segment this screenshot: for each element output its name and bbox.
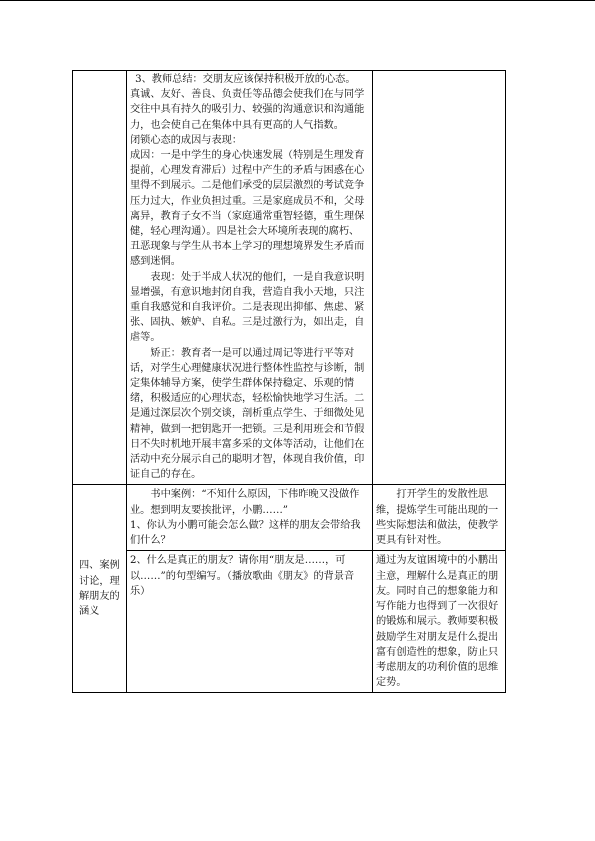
symptoms-paragraph: 表现：处于半成人状况的他们，一是自我意识明显增强，有意识地封闭自我，营造自我小天地，只注重自我感觉和自我评价。二是表现出抑郁、焦虑、紧张、固执、嫉妒、自私。三是过激行为，如出走，自虐等。	[130, 271, 365, 344]
intent-cell	[373, 551, 506, 693]
stage-cell-case-discussion: 四、案例讨论，理解朋友的涵义	[73, 485, 127, 693]
lesson-plan-table	[72, 70, 506, 693]
case-quote-paragraph: 书中案例：“不知什么原因，下伟昨晚又没做作业。想到明友要挨批评，小鹏……”	[130, 489, 360, 516]
intent-cell	[373, 485, 506, 551]
intent-cell	[373, 71, 506, 485]
content-cell	[127, 71, 373, 485]
stage-cell	[73, 71, 127, 485]
teacher-summary-heading: 3、教师总结：交朋友应该保持积极开放的心态。	[135, 74, 356, 85]
content-cell	[127, 485, 373, 551]
intent-true-friend: 通过为友谊困境中的小鹏出主意，理解什么是真正的朋友。同时自己的想象能力和写作能力也得到了一次很好的锻炼和展示。教师要积极鼓励学生对朋友是什么提出富有创造性的想象，防止只考虑朋友的功利价值的思维定势。	[376, 555, 499, 689]
table-row	[73, 485, 506, 551]
content-cell	[127, 551, 373, 693]
page-top-rule	[0, 0, 595, 1]
question-1: 1、你认为小鹏可能会怎么做？这样的朋友会带给我们什么？	[130, 519, 361, 547]
qualities-paragraph: 真诚、友好、善良、负责任等品德会使我们在与同学交往中具有持久的吸引力、较强的沟通意识和沟通能力，也会使自己在集体中具有更高的人气指数。	[130, 89, 365, 131]
table-row	[73, 71, 506, 485]
correction-paragraph: 矫正：教育者一是可以通过周记等进行平等对话，对学生心理健康状况进行整体性监控与诊断，制定集体辅导方案，使学生群体保持稳定、乐观的情绪，积极适应的心理状态，轻松愉快地学习生活。二是通过深层次个别交谈，剖析重点学生、于细微处见精神，做到一把钥匙开一把锁。三是利用班会和节假日不失时机地开展丰富多采的文体等活动，让他们在活动中充分展示自己的聪明才智，体现自我价值，印证自己的存在。	[130, 347, 365, 481]
causes-paragraph: 成因：一是中学生的身心快速发展（特别是生理发育提前，心理发育滞后）过程中产生的矛盾与困惑在心里得不到展示。二是他们承受的层层激烈的考试竞争压力过大，作业负担过重。三是家庭成员不和，父母离异，教育子女不当（家庭通常重智轻德，重生理保健，轻心理沟通）。四是社会大环境所表现的腐朽、丑恶现象与学生从书本上学习的理想境界发生矛盾而感到迷惘。	[130, 150, 365, 268]
question-2: 2、什么是真正的朋友？请你用“朋友是……，可以……”的句型编写。（播放歌曲《朋友》的背景音乐）	[130, 555, 355, 597]
table-row	[73, 551, 506, 693]
closed-mindset-heading: 闭锁心态的成因与表现：	[130, 134, 243, 146]
intent-divergent-thinking: 打开学生的发散性思维，提炼学生可能出现的一些实际想法和做法，使教学更具有针对性。	[376, 489, 499, 547]
